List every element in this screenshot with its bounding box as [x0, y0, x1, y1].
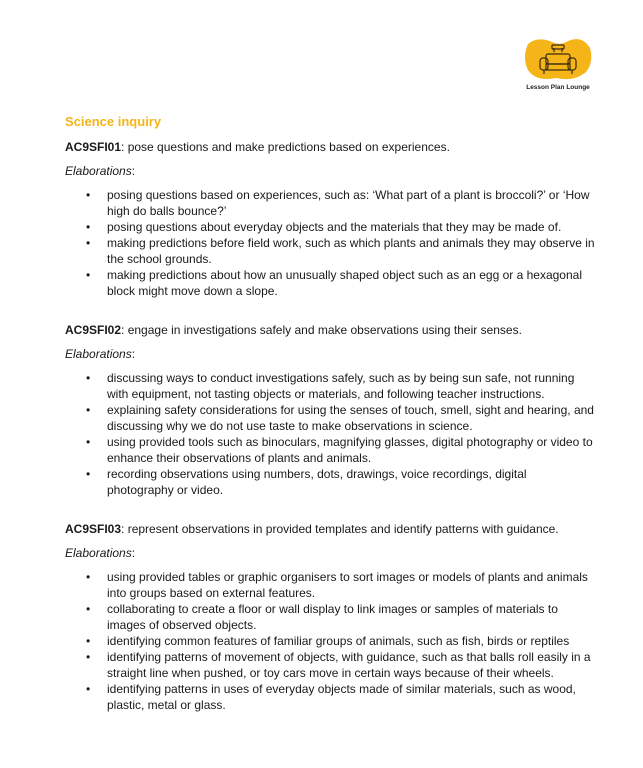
list-item: • identifying patterns of movement of objects, with guidance, such as that balls roll easily in a straight line when pushed, or toy cars move in certain ways because of their wheels.: [107, 649, 595, 681]
document-body: [65, 113, 595, 736]
brand-logo: [520, 38, 596, 94]
elaborations-label: Elaborations:: [65, 164, 136, 178]
logo-text: Lesson Plan Lounge: [526, 84, 590, 91]
descriptor-code: AC9SFI02: [65, 323, 122, 337]
list-item: • making predictions before field work, such as which plants and animals they may observe in the school grounds.: [107, 235, 595, 267]
list-item: • identifying common features of familiar groups of animals, such as fish, birds or reptiles: [107, 633, 595, 649]
descriptor-code: AC9SFI01: [65, 140, 122, 154]
list-item: • recording observations using numbers, dots, drawings, voice recordings, digital photography or video.: [107, 466, 595, 498]
descriptor-statement: : pose questions and make predictions based on experiences.: [121, 140, 450, 154]
elaborations-list: [65, 569, 595, 713]
content-descriptor: [65, 139, 595, 155]
list-item: • making predictions about how an unusually shaped object such as an egg or a hexagonal block might move down a slope.: [107, 267, 595, 299]
section-ac9sfi01: [65, 139, 595, 299]
list-item: • using provided tools such as binoculars, magnifying glasses, digital photography or video to enhance their observations of plants and animals.: [107, 434, 595, 466]
section-ac9sfi02: [65, 322, 595, 498]
list-item: • explaining safety considerations for using the senses of touch, smell, sight and hearing, and discussing why we do not use taste to make observations in science.: [107, 402, 595, 434]
elaborations-list: [65, 187, 595, 299]
content-descriptor: [65, 322, 595, 338]
descriptor-statement: : represent observations in provided templates and identify patterns with guidance.: [121, 522, 559, 536]
descriptor-code: AC9SFI03: [65, 522, 122, 536]
list-item: • discussing ways to conduct investigations safely, such as by being sun safe, not running with equipment, not tasting objects or materials, and following teacher instructions.: [107, 370, 595, 402]
section-ac9sfi03: [65, 521, 595, 713]
list-item: • collaborating to create a floor or wall display to link images or samples of materials to images of observed objects.: [107, 601, 595, 633]
list-item: • using provided tables or graphic organisers to sort images or models of plants and animals into groups based on external features.: [107, 569, 595, 601]
elaborations-label: Elaborations:: [65, 347, 136, 361]
list-item: • identifying patterns in uses of everyday objects made of similar materials, such as wood, plastic, metal or glass.: [107, 681, 595, 713]
page-heading: Science inquiry: [65, 114, 162, 129]
content-descriptor: [65, 521, 595, 537]
descriptor-statement: : engage in investigations safely and make observations using their senses.: [121, 323, 522, 337]
list-item: • posing questions based on experiences, such as: ‘What part of a plant is broccoli?’ or ‘How high do balls bounce?’: [107, 187, 595, 219]
list-item: • posing questions about everyday objects and the materials that they may be made of.: [107, 219, 595, 235]
elaborations-label: Elaborations:: [65, 546, 136, 560]
sofa-logo-icon: [524, 38, 592, 82]
elaborations-list: [65, 370, 595, 498]
